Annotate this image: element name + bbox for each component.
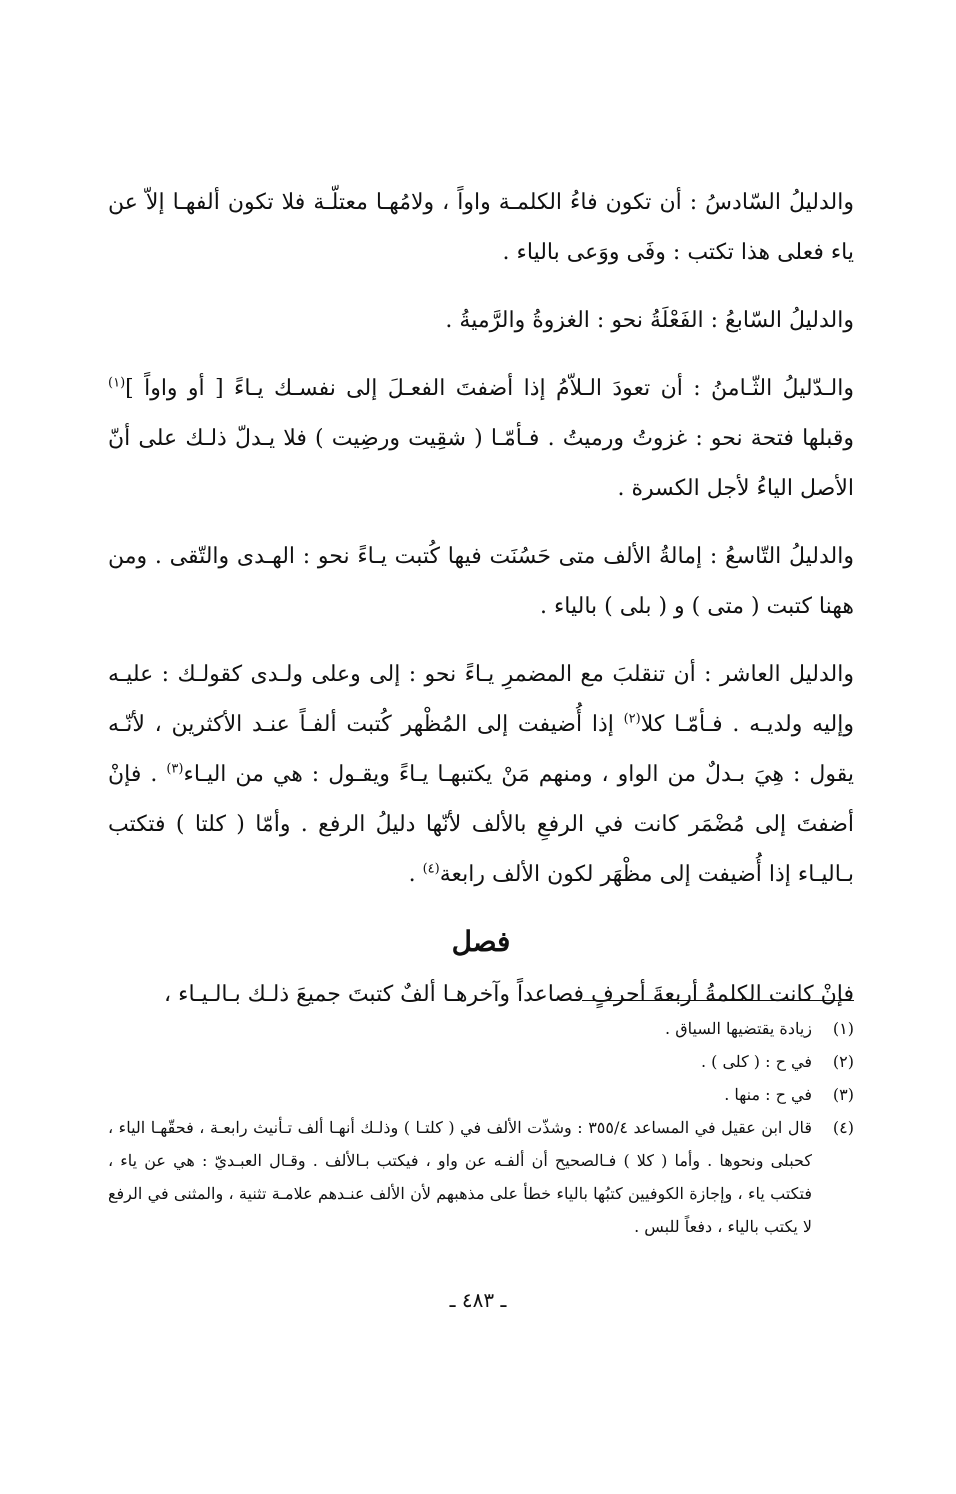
footnote-ref-1[interactable]: (١) xyxy=(108,375,126,391)
paragraph-text: والدليلُ السّابعُ : الفَعْلَةُ نحو : الغزوةُ والرَّميةُ . xyxy=(445,308,854,333)
footnote-number: (٣) xyxy=(832,1085,854,1104)
paragraph-text: . فإنْ أضفتَ إلى مُضْمَر كانت في الرفعِ بالألف لأنّها دليلُ الرفع . وأمّا ( كلتا ) فتكتب بـاليـاء إذا أُضيفت إلى مظْهَر لكون الألف رابعة xyxy=(108,762,854,887)
paragraph-seventh-evidence xyxy=(108,296,854,346)
section-heading: فصل xyxy=(451,925,511,958)
footnote-1 xyxy=(108,1012,854,1045)
footnote-3 xyxy=(108,1078,854,1111)
footnote-2 xyxy=(108,1045,854,1078)
main-text xyxy=(108,178,854,1028)
footnote-ref-2[interactable]: (٢) xyxy=(623,711,641,727)
paragraph-eighth-evidence xyxy=(108,364,854,514)
paragraph-text: فإنْ كانت الكلمةُ أربعةَ أحرفٍ فصاعداً وآخرهـا ألفٌ كتبتَ جميعَ ذلـك بـالـيـاء ، xyxy=(164,982,854,1007)
footnote-ref-4[interactable]: (٤) xyxy=(422,861,440,877)
page-number: ـ ٤٨٣ ـ xyxy=(449,1288,507,1312)
footnotes xyxy=(108,1012,854,1243)
footnote-number: (١) xyxy=(832,1019,854,1038)
footnote-text: زيادة يقتضيها السياق . xyxy=(665,1019,812,1038)
paragraph-tenth-evidence xyxy=(108,650,854,900)
paragraph-text: وقبلها فتحة نحو : غزوتُ ورميتُ . فـأمّـا ( شقِيت ورضِيت ) فلا يـدلّ ذلـك على أنّ الأصل الياءُ لأجل الكسرة . xyxy=(108,426,854,501)
paragraph-text: . xyxy=(408,862,423,887)
footnote-number: (٤) xyxy=(832,1118,854,1137)
paragraph-text: والـدّليلُ الثّـامنُ : أن تعودَ الـلاّمُ إذا أضفتَ الفعـلَ إلى نفسـك يـاءً [ أو واواً ] xyxy=(125,376,854,401)
footnote-text: في ح : ( كلى ) . xyxy=(700,1052,812,1071)
footnote-text: قال ابن عقيل في المساعد ٣٥٥/٤ : وشذّت الألف في ( كلتـا ) وذلـك أنهـا ألف تـأنيث رابعـة ، فحقّهـا الياء ، كحبلى ونحوها . وأما ( كلا ) فـالصحيح أن ألفـه عن واو ، فيكتب بـالألف . وقـال العبـديّ : هي عن ياء ، فتكتب ياء ، وإجازة الكوفيين كتبُها بالياء خطأ على مذهبهم لأن الألف عنـدهم علامـة تثنية ، والمثنى في الرفع لا يكتب بالياء ، دفعاً للبس . xyxy=(108,1118,813,1236)
paragraph-sixth-evidence xyxy=(108,178,854,278)
paragraph-ninth-evidence xyxy=(108,532,854,632)
paragraph-text: والدليل العاشر : أن تنقلبَ مع المضمرِ يـاءً نحو : إلى وعلى ولـدى كقولـك : عليـه وإليه ولديـه . فـأمّـا كلا xyxy=(108,662,854,737)
footnote-4 xyxy=(108,1111,854,1243)
footnote-number: (٢) xyxy=(832,1052,854,1071)
footnote-ref-3[interactable]: (٣) xyxy=(166,761,184,777)
paragraph-text: والدليلُ التّاسعُ : إمالةُ الألف متى حَسُنَت فيها كُتبت يـاءً نحو : الهـدى والتّقى . ومن ههنا كتبت ( متى ) و ( بلى ) بالياء . xyxy=(108,544,854,619)
paragraph-text: إذا أُضيفت إلى المُظْهر كُتبت ألفـاً عنـد الأكثرين ، لأنّـه يقول : هِيَ بـدلٌ من الواو ، ومنهم مَنْ يكتبهـا يـاءً ويقـول : هي من اليـاء xyxy=(108,712,854,787)
footnote-separator xyxy=(582,1000,854,1001)
footnote-text: في ح : منها . xyxy=(724,1085,812,1104)
paragraph-text: والدليلُ السّادسُ : أن تكون فاءُ الكلمـة واواً ، ولامُهـا معتلّـة فلا تكون ألفهـا إلاّ عن ياء فعلى هذا تكتب : وفَى ووَعى بالياء . xyxy=(108,190,854,265)
